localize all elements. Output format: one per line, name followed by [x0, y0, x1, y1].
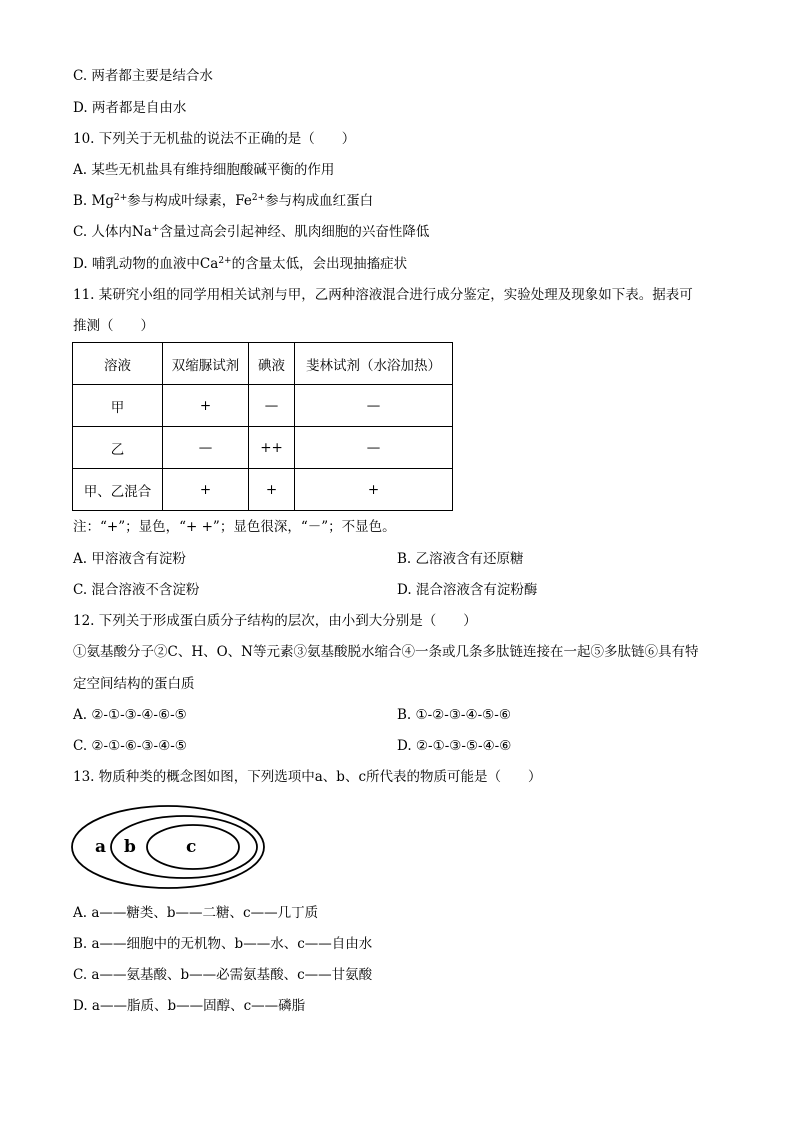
q10-option-b: B. $Mg^{2+}$参与构成叶绿素，$Fe^{2+}$参与构成血红蛋白	[73, 193, 374, 209]
q11-stem-line2: 推测（ ）	[73, 318, 154, 334]
q11-table-note: 注：“+”；显色，“+ +”；显色很深，“－”；不显色。	[73, 519, 396, 535]
table-header-row	[73, 343, 453, 385]
q11-option-c: C. 混合溶液不含淀粉	[73, 582, 200, 598]
q12-option-d: D. ②-①-③-⑤-④-⑥	[397, 738, 512, 754]
table-cell: 甲、乙混合	[73, 469, 163, 511]
table-row	[73, 427, 453, 469]
q13-option-c: C. a——氨基酸、b——必需氨基酸、c——甘氨酸	[73, 967, 373, 983]
q12-list-line2: 定空间结构的蛋白质	[73, 676, 195, 692]
q11-stem-line1: 11. 某研究小组的同学用相关试剂与甲，乙两种溶液混合进行成分鉴定，实验处理及现象如下表。据表可	[73, 287, 693, 303]
table-cell: +	[163, 469, 249, 511]
table-header-cell: 溶液	[73, 343, 163, 385]
q13-option-a: A. a——糖类、b——二糖、c——几丁质	[73, 905, 319, 921]
table-cell: +	[249, 469, 295, 511]
table-header-cell: 碘液	[249, 343, 295, 385]
q10-option-a: A. 某些无机盐具有维持细胞酸碱平衡的作用	[73, 162, 335, 178]
q12-option-c: C. ②-①-⑥-③-④-⑤	[73, 738, 187, 754]
q9-option-d: D. 两者都是自由水	[73, 100, 187, 116]
table-cell: +	[295, 469, 453, 511]
q12-stem: 12. 下列关于形成蛋白质分子结构的层次，由小到大分别是（ ）	[73, 613, 477, 629]
table-cell: ++	[249, 427, 295, 469]
q13-option-d: D. a——脂质、b——固醇、c——磷脂	[73, 998, 306, 1014]
table-row	[73, 469, 453, 511]
q10-stem: 10. 下列关于无机盐的说法不正确的是（ ）	[73, 131, 356, 147]
table-cell: —	[295, 427, 453, 469]
table-cell: —	[163, 427, 249, 469]
q9-option-c: C. 两者都主要是结合水	[73, 68, 213, 84]
table-header-cell: 双缩脲试剂	[163, 343, 249, 385]
q12-list-line1: ①氨基酸分子②C、H、O、N等元素③氨基酸脱水缩合④一条或几条多肽链连接在一起⑤多肽链⑥具有特	[73, 644, 699, 660]
table-cell: +	[163, 385, 249, 427]
label-c: c	[186, 837, 197, 857]
q13-concept-diagram	[66, 800, 272, 896]
table-header-cell: 斐林试剂（水浴加热）	[295, 343, 453, 385]
q10-option-d: D. 哺乳动物的血液中$Ca^{2+}$的含量太低，会出现抽搐症状	[73, 256, 408, 272]
q13-option-b: B. a——细胞中的无机物、b——水、c——自由水	[73, 936, 373, 952]
table-cell: —	[249, 385, 295, 427]
q12-option-b: B. ①-②-③-④-⑤-⑥	[397, 707, 511, 723]
q11-option-a: A. 甲溶液含有淀粉	[73, 551, 186, 567]
q11-option-b: B. 乙溶液含有还原糖	[397, 551, 524, 567]
table-row	[73, 385, 453, 427]
label-b: b	[124, 837, 136, 857]
table-cell: 乙	[73, 427, 163, 469]
label-a: a	[95, 837, 107, 857]
q11-option-d: D. 混合溶液含有淀粉酶	[397, 582, 538, 598]
table-cell: 甲	[73, 385, 163, 427]
q11-results-table	[72, 342, 453, 511]
q10-option-c: C. 人体内Na+含量过高会引起神经、肌肉细胞的兴奋性降低	[73, 224, 430, 240]
table-cell: —	[295, 385, 453, 427]
q12-option-a: A. ②-①-③-④-⑥-⑤	[73, 707, 187, 723]
q13-stem: 13. 物质种类的概念图如图，下列选项中a、b、c所代表的物质可能是（ ）	[73, 769, 542, 785]
